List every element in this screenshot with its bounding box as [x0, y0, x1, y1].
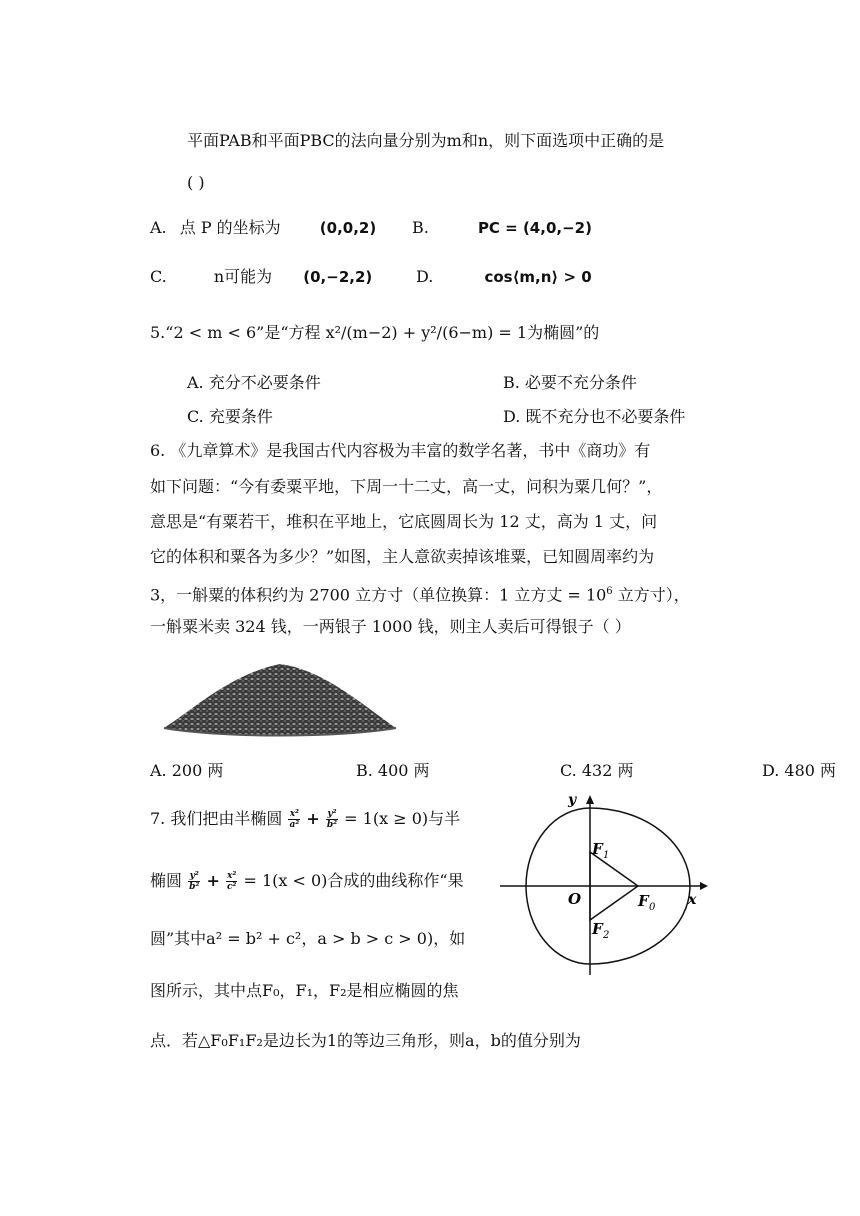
q4-option-c: [150, 266, 372, 288]
fraction-denominator: c²: [226, 882, 237, 892]
f2-label: F: [592, 920, 603, 938]
q6-stem-line-2: 如下问题：“今有委粟平地，下周一十二丈，高一丈，问积为粟几何？”，: [150, 477, 663, 496]
q4-option-c-text: n可能为: [213, 267, 273, 286]
q6-option-a: A. 200 两: [150, 761, 224, 780]
x-axis-arrow-icon: [700, 882, 708, 890]
q4-option-b-label: B.: [412, 218, 429, 237]
q7-stem-line-1: 7. 我们把由半椭圆 $\frac{\text{x²}}{\text{a²}}$ + $\frac{\text{y²}}{\text{b²}}$ = 1(x ≥ 0)与半: [150, 809, 461, 830]
q4-option-d: [416, 266, 592, 288]
q7-fraction-x-over-a: [288, 809, 300, 830]
q7-line-2-equation: = 1(x < 0)合成的曲线称作“果: [243, 871, 464, 890]
q4-option-b-math: PC = (4,0,−2): [477, 219, 592, 237]
q5-option-a: A. 充分不必要条件: [187, 373, 321, 392]
q7-line-2-text: 椭圆: [150, 871, 183, 890]
q4-option-a-text: 点 P 的坐标为: [179, 218, 281, 237]
q7-line-1-text: 7. 我们把由半椭圆: [150, 809, 283, 828]
q7-stem-line-5: 点．若△F₀F₁F₂是边长为1的等边三角形，则a，b的值分别为: [150, 1031, 581, 1050]
q4-option-a-label: A.: [150, 218, 167, 237]
q6-line-5-text: 3，一斛粟的体积约为 2700 立方寸（单位换算：1 立方丈 =: [150, 585, 581, 605]
q7-stem-line-3: 圆”其中a² = b² + c²，a > b > c > 0)，如: [150, 929, 466, 948]
q6-stem-line-4: 它的体积和粟各为多少？”如图，主人意欲卖掉该堆粟，已知圆周率约为: [150, 547, 655, 566]
q4-stem-line: 平面PAB和平面PBC的法向量分别为m和n，则下面选项中正确的是: [187, 131, 665, 150]
q5-option-c: C. 充要条件: [187, 407, 273, 426]
q4-option-c-math: (0,−2,2): [303, 268, 373, 286]
fruit-ellipse-figure: [490, 790, 720, 985]
q6-stem-line-5: [150, 581, 690, 606]
fraction-denominator: a²: [289, 820, 300, 830]
fraction-numerator: y²: [327, 809, 337, 819]
x-axis-label: x: [688, 892, 697, 908]
q5-option-b: B. 必要不充分条件: [503, 373, 637, 392]
y-axis-label: y: [568, 792, 577, 808]
q5-option-d: D. 既不充分也不必要条件: [503, 407, 686, 426]
fraction-numerator: y²: [189, 871, 199, 881]
fraction-numerator: x²: [289, 809, 299, 819]
f0-label: F: [638, 892, 649, 910]
q7-stem-line-4: 图所示，其中点F₀，F₁，F₂是相应椭圆的焦: [150, 981, 459, 1000]
f1-subscript: 1: [603, 850, 610, 861]
q4-option-a-math: (0,0,2): [319, 219, 377, 237]
q7-line-1-equation: = 1(x ≥ 0)与半: [344, 809, 461, 828]
q7-fraction-y-over-b-2: [188, 871, 200, 892]
q6-stem-line-1: 6. 《九章算术》是我国古代内容极为丰富的数学名著，书中《商功》有: [150, 441, 651, 460]
f1-label: F: [592, 840, 603, 858]
q4-option-c-label: C.: [150, 267, 167, 286]
q4-answer-bracket: ( ): [187, 173, 205, 192]
q6-stem-line-3: 意思是“有粟若干，堆积在平地上，它底圆周长为 12 丈，高为 1 丈，问: [150, 512, 658, 531]
q6-power-base: 10: [585, 585, 607, 605]
q6-option-d: D. 480 两: [762, 761, 837, 780]
q4-option-b: [412, 217, 592, 239]
f2-subscript: 2: [603, 930, 610, 941]
q6-stem-line-6: 一斛粟米卖 324 钱，一两银子 1000 钱，则主人卖后可得银子（ ）: [150, 617, 631, 636]
fraction-numerator: x²: [227, 871, 237, 881]
millet-pile-image: [160, 652, 400, 740]
origin-label: O: [568, 890, 582, 908]
fraction-denominator: b²: [189, 882, 200, 892]
q7-fraction-x-over-c: [226, 871, 237, 892]
q6-option-c: C. 432 两: [560, 761, 634, 780]
q7-fraction-y-over-b: [326, 809, 338, 830]
q7-stem-line-2: 椭圆 $\frac{\text{y²}}{\text{b²}}$ + $\frac{\text{x²}}{\text{c²}}$ = 1(x < 0)合成的曲线称作“果: [150, 871, 464, 892]
fraction-denominator: b²: [326, 820, 338, 830]
q6-option-b: B. 400 两: [356, 761, 430, 780]
q4-option-a: [150, 217, 376, 239]
y-axis-arrow-icon: [586, 795, 594, 804]
q6-power-exponent: 6: [606, 586, 613, 597]
f0-subscript: 0: [649, 902, 656, 913]
q5-stem: 5.“2 < m < 6”是“方程 x²/(m−2) + y²/(6−m) = 1为椭圆”的: [150, 323, 600, 342]
q6-line-5-unit: 立方寸），: [617, 585, 690, 605]
q4-option-d-math: cos⟨m,n⟩ > 0: [484, 268, 592, 286]
q4-option-d-label: D.: [416, 267, 434, 286]
